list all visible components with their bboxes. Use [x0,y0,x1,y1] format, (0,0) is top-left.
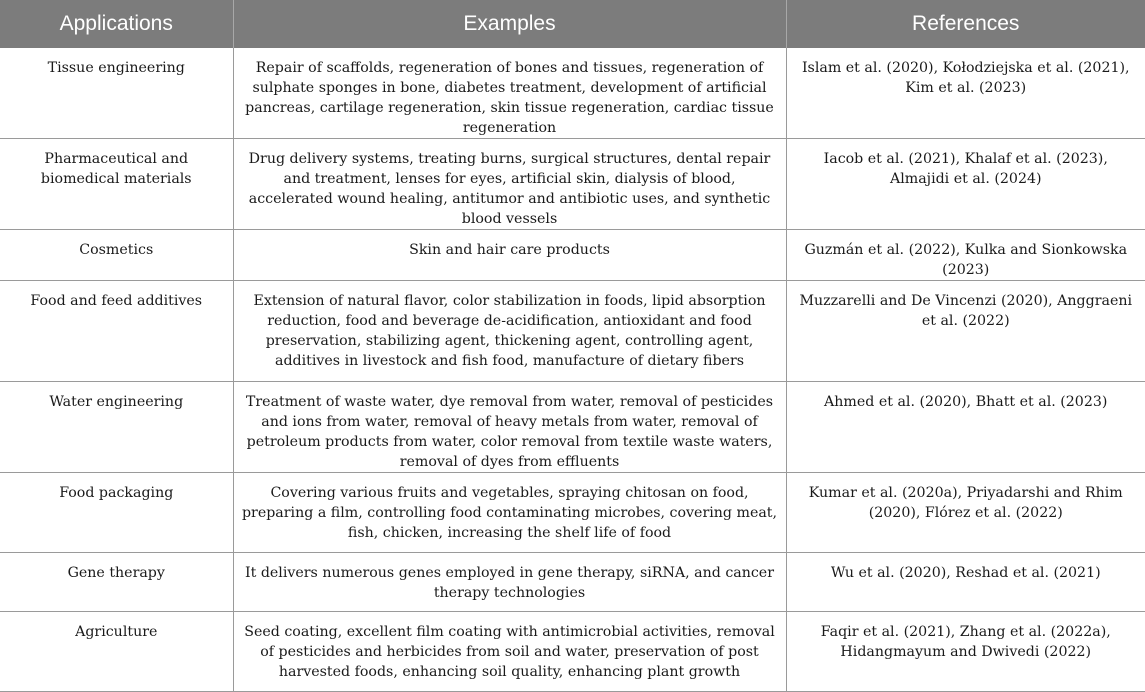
application-cell: Water engineering [0,382,233,473]
table-row [0,281,1145,382]
table-row [0,48,1145,139]
application-cell: Gene therapy [0,553,233,612]
header-applications: Applications [0,0,233,48]
examples-cell: It delivers numerous genes employed in gene therapy, siRNA, and cancer therapy technologies [233,553,786,612]
examples-cell: Seed coating, excellent film coating with antimicrobial activities, removal of pesticides and herbicides from soil and water, preservation of post harvested foods, enhancing soil quality, enhancing plant growth [233,612,786,692]
application-cell: Pharmaceutical and biomedical materials [0,139,233,230]
examples-cell: Treatment of waste water, dye removal from water, removal of pesticides and ions from water, removal of heavy metals from water, removal of petroleum products from water, color removal from textile waste waters, removal of dyes from effluents [233,382,786,473]
examples-cell: Skin and hair care products [233,230,786,281]
references-cell: Ahmed et al. (2020), Bhatt et al. (2023) [786,382,1145,473]
application-cell: Food and feed additives [0,281,233,382]
references-cell: Faqir et al. (2021), Zhang et al. (2022a), Hidangmayum and Dwivedi (2022) [786,612,1145,692]
examples-cell: Covering various fruits and vegetables, spraying chitosan on food, preparing a film, controlling food contaminating microbes, covering meat, fish, chicken, increasing the shelf life of food [233,473,786,553]
examples-cell: Drug delivery systems, treating burns, surgical structures, dental repair and treatment, lenses for eyes, artificial skin, dialysis of blood, accelerated wound healing, antitumor and antibiotic uses, and synthetic blood vessels [233,139,786,230]
table-row [0,553,1145,612]
application-cell: Agriculture [0,612,233,692]
table-row [0,382,1145,473]
application-cell: Cosmetics [0,230,233,281]
table-header-row [0,0,1145,48]
table-row [0,612,1145,692]
references-cell: Muzzarelli and De Vincenzi (2020), Anggraeni et al. (2022) [786,281,1145,382]
header-references: References [786,0,1145,48]
table-row [0,473,1145,553]
table-row [0,139,1145,230]
header-examples: Examples [233,0,786,48]
application-cell: Food packaging [0,473,233,553]
references-cell: Iacob et al. (2021), Khalaf et al. (2023), Almajidi et al. (2024) [786,139,1145,230]
references-cell: Kumar et al. (2020a), Priyadarshi and Rhim (2020), Flórez et al. (2022) [786,473,1145,553]
examples-cell: Repair of scaffolds, regeneration of bones and tissues, regeneration of sulphate sponges in bone, diabetes treatment, development of artificial pancreas, cartilage regeneration, skin tissue regeneration, cardiac tissue regeneration [233,48,786,139]
references-cell: Wu et al. (2020), Reshad et al. (2021) [786,553,1145,612]
references-cell: Islam et al. (2020), Kołodziejska et al. (2021), Kim et al. (2023) [786,48,1145,139]
examples-cell: Extension of natural flavor, color stabilization in foods, lipid absorption reduction, food and beverage de-acidification, antioxidant and food preservation, stabilizing agent, thickening agent, controlling agent, additives in livestock and fish food, manufacture of dietary fibers [233,281,786,382]
references-cell: Guzmán et al. (2022), Kulka and Sionkowska (2023) [786,230,1145,281]
table-row [0,230,1145,281]
application-cell: Tissue engineering [0,48,233,139]
